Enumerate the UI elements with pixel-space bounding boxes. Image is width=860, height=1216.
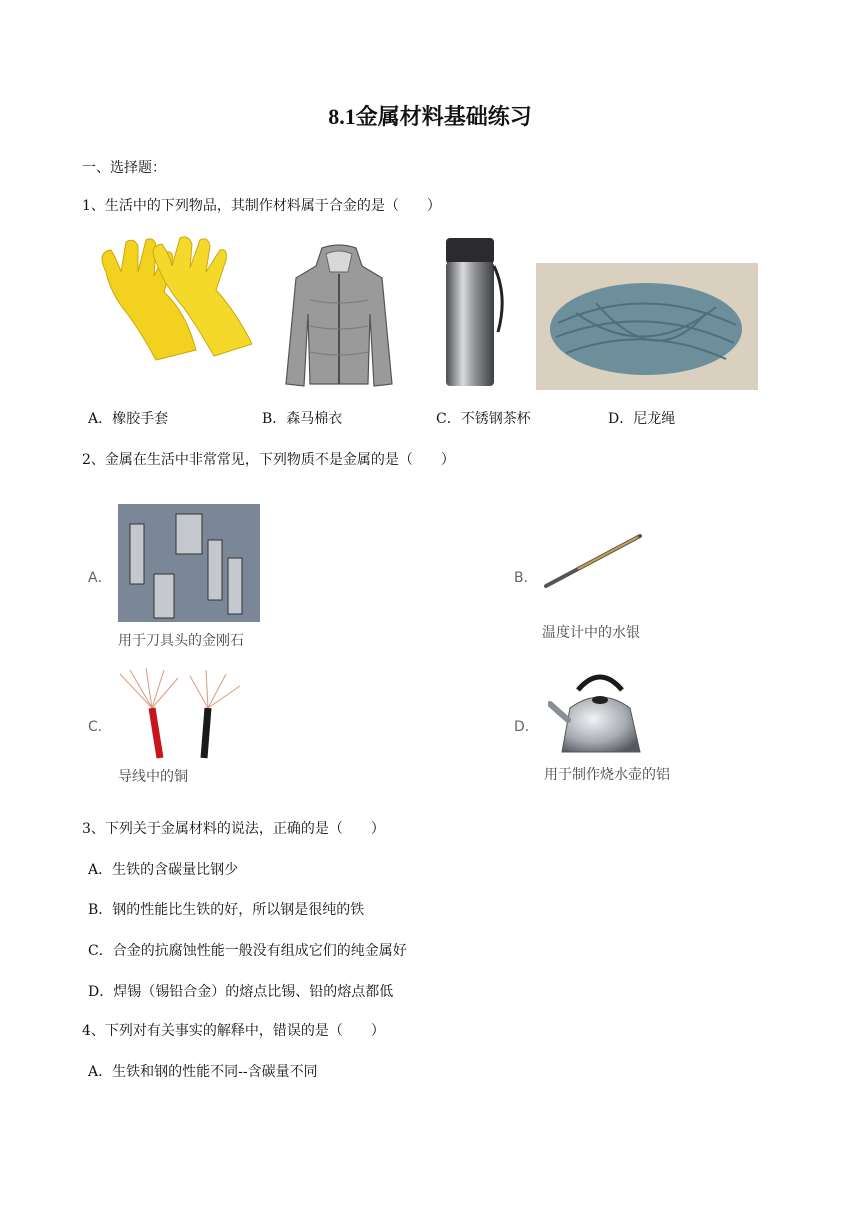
section-heading: 一、选择题： (82, 160, 166, 176)
diamond-tools-image (118, 504, 260, 622)
q1-option-a: A．橡胶手套 (88, 411, 169, 427)
q1-option-c: C．不锈钢茶杯 (436, 411, 531, 427)
q3-option-b: B．钢的性能比生铁的好，所以钢是很纯的铁 (88, 902, 365, 918)
steel-thermos-image (438, 236, 510, 388)
q4-option-a: A．生铁和钢的性能不同--含碳量不同 (88, 1064, 318, 1080)
q2-option-b-letter: B． (514, 570, 538, 586)
page-title: 8.1金属材料基础练习 (328, 104, 532, 129)
padded-jacket-image (282, 244, 396, 388)
q3-option-d: D．焊锡（锡铅合金）的熔点比锡、铅的熔点都低 (88, 984, 394, 1000)
q1-option-b: B．森马棉衣 (262, 411, 343, 427)
copper-wire-image (116, 668, 246, 760)
question-4-stem: 4、下列对有关事实的解释中，错误的是（ ） (82, 1023, 385, 1039)
question-2-stem: 2、金属在生活中非常常见，下列物质不是金属的是（ ） (82, 452, 455, 468)
thermometer-image (540, 530, 650, 592)
q1-option-d: D．尼龙绳 (608, 411, 676, 427)
q2-option-a-caption: 用于刀具头的金刚石 (118, 633, 244, 649)
q3-option-c: C．合金的抗腐蚀性能一般没有组成它们的纯金属好 (88, 943, 407, 959)
q2-option-d-caption: 用于制作烧水壶的铝 (544, 767, 670, 783)
question-3-stem: 3、下列关于金属材料的说法，正确的是（ ） (82, 821, 385, 837)
q2-option-a-letter: A． (88, 570, 112, 586)
q3-option-a: A．生铁的含碳量比钢少 (88, 862, 239, 878)
nylon-rope-image (536, 263, 758, 390)
q2-option-c-letter: C． (88, 719, 112, 735)
rubber-gloves-image (86, 232, 258, 362)
aluminum-kettle-image (548, 668, 652, 758)
q2-option-c-caption: 导线中的铜 (118, 769, 188, 785)
q2-option-d-letter: D． (514, 719, 539, 735)
q2-option-b-caption: 温度计中的水银 (542, 625, 640, 641)
question-1-stem: 1、生活中的下列物品，其制作材料属于合金的是（ ） (82, 198, 441, 214)
